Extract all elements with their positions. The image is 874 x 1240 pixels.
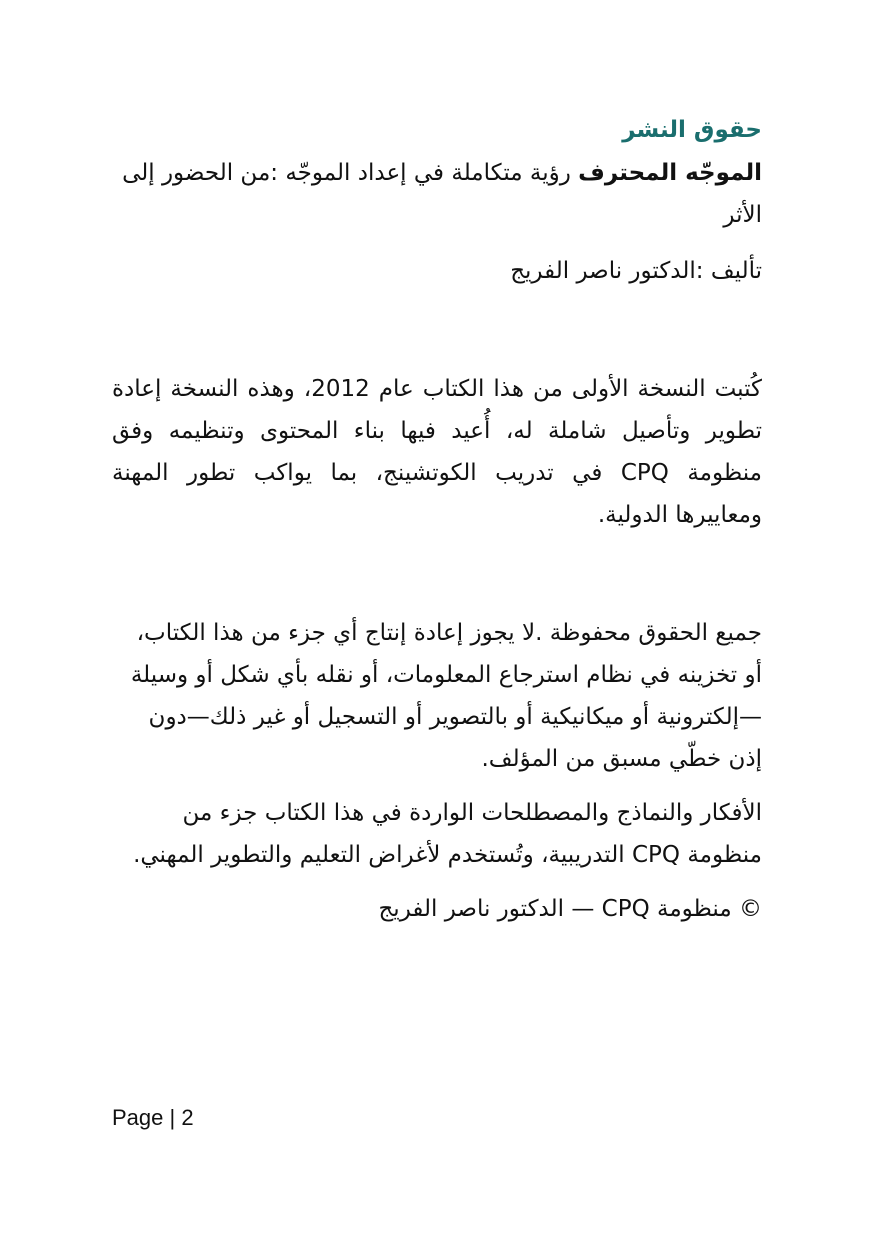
book-title-subtitle: رؤية متكاملة في إعداد الموجّه :من الحضور إلى الأثر: [122, 160, 762, 228]
page-content: [112, 112, 762, 930]
author-line: تأليف :الدكتور ناصر الفريج: [510, 258, 762, 284]
copyright-line: © منظومة CPQ — الدكتور ناصر الفريج: [378, 896, 762, 922]
section-heading: حقوق النشر: [622, 117, 762, 143]
history-paragraph: كُتبت النسخة الأولى من هذا الكتاب عام 2012، وهذه النسخة إعادة تطوير وتأصيل شاملة له، أُعيد فيها بناء المحتوى وتنظيمه وفق منظومة CPQ في تدريب الكوتشينج، بما يواكب تطور المهنة ومعاييرها الدولية.: [112, 376, 762, 528]
rights-paragraph: جميع الحقوق محفوظة .لا يجوز إعادة إنتاج أي جزء من هذا الكتاب، أو تخزينه في نظام استرجاع المعلومات، أو نقله بأي شكل أو وسيلة—إلكترونية أو ميكانيكية أو بالتصوير أو التسجيل أو غير ذلك—دون إذن خطّي مسبق من المؤلف.: [130, 620, 762, 772]
book-title: [112, 152, 762, 236]
book-title-bold: الموجّه المحترف: [578, 160, 762, 186]
ideas-paragraph: الأفكار والنماذج والمصطلحات الواردة في هذا الكتاب جزء من منظومة CPQ التدريبية، وتُستخدم لأغراض التعليم والتطوير المهني.: [133, 800, 762, 868]
page-number: Page | 2: [112, 1105, 194, 1130]
